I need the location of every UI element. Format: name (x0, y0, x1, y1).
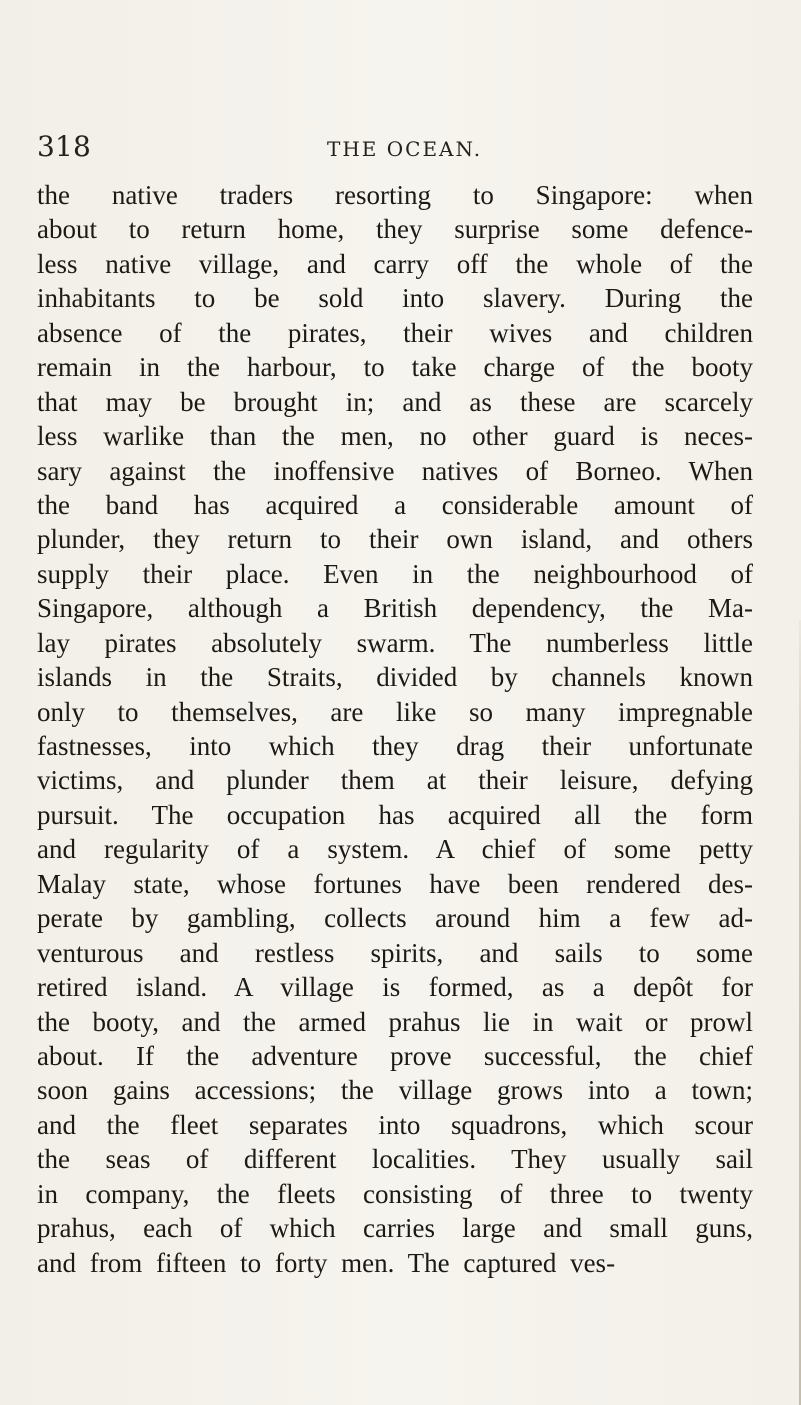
text-line: Malay state, whose fortunes have been rendered des- (37, 868, 753, 899)
text-line: that may be brought in; and as these are scarcely (37, 386, 753, 417)
text-line: and regularity of a system. A chief of some petty (37, 834, 753, 865)
text-line: less warlike than the men, no other guard is neces- (37, 421, 753, 452)
text-line: the band has acquired a considerable amount of (37, 489, 753, 520)
page-header (37, 130, 753, 170)
text-line: supply their place. Even in the neighbourhood of (37, 558, 753, 589)
text-line: lay pirates absolutely swarm. The numberless little (37, 627, 753, 658)
text-line: fastnesses, into which they drag their unfortunate (37, 731, 753, 761)
text-line: less native village, and carry off the whole of the (37, 248, 753, 279)
text-line: retired island. A village is formed, as a depôt for (37, 972, 753, 1003)
text-line: about. If the adventure prove successful, the chief (37, 1040, 753, 1071)
text-line: soon gains accessions; the village grows into a town; (37, 1075, 753, 1106)
body-text (37, 178, 753, 1338)
running-head: THE OCEAN. (327, 137, 483, 161)
text-line: the seas of different localities. They usually sail (37, 1144, 753, 1175)
page-number: 318 (37, 130, 92, 163)
text-line: inhabitants to be sold into slavery. During the (37, 283, 753, 314)
text-line: prahus, each of which carries large and small guns, (37, 1213, 753, 1244)
text-line: islands in the Straits, divided by channels known (37, 662, 753, 693)
text-line: the booty, and the armed prahus lie in wait or prowl (37, 1006, 753, 1037)
text-line: remain in the harbour, to take charge of the booty (37, 352, 753, 383)
text-line: perate by gambling, collects around him a few ad- (37, 903, 753, 934)
text-line: plunder, they return to their own island, and others (37, 524, 753, 555)
text-line: and from fifteen to forty men. The captured ves- (37, 1247, 616, 1278)
text-line: victims, and plunder them at their leisure, defying (37, 765, 753, 796)
text-line: venturous and restless spirits, and sails to some (37, 937, 753, 968)
text-line: sary against the inoffensive natives of Borneo. When (37, 455, 753, 486)
text-line: Singapore, although a British dependency, the Ma- (37, 593, 753, 624)
text-line: in company, the fleets consisting of three to twenty (37, 1178, 753, 1209)
text-line: pursuit. The occupation has acquired all the form (37, 799, 753, 830)
text-line: absence of the pirates, their wives and children (37, 317, 753, 348)
text-line: about to return home, they surprise some defence- (37, 214, 753, 245)
text-line: the native traders resorting to Singapore: when (37, 180, 753, 210)
text-line: and the fleet separates into squadrons, which scour (37, 1109, 753, 1140)
text-line: only to themselves, are like so many impregnable (37, 696, 753, 727)
